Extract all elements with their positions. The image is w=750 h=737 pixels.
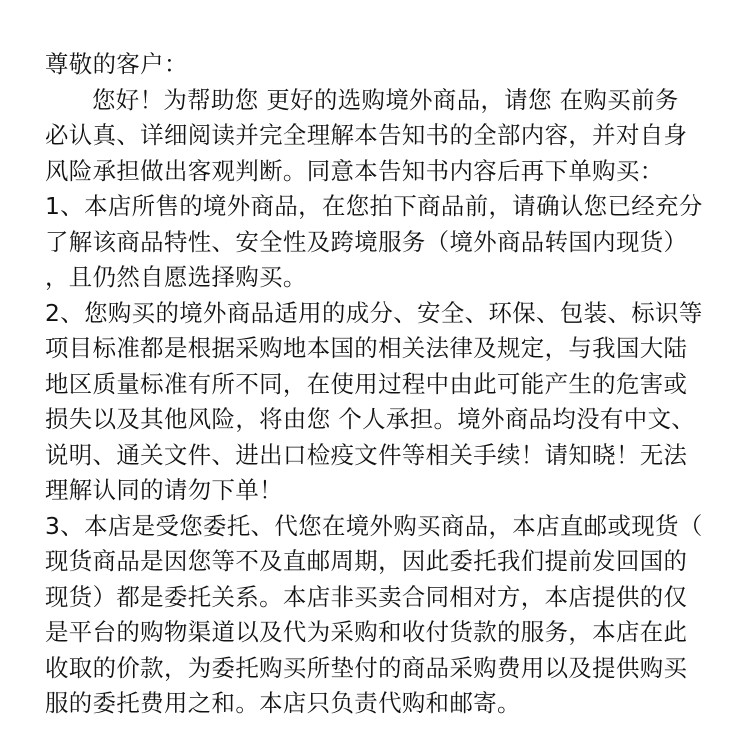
- customer-notice: [45, 47, 725, 722]
- notice-line: 尊敬的客户：: [45, 50, 188, 78]
- notice-line: 现货商品是因您等不及直邮周期，因此委托我们提前发回国的: [45, 547, 688, 575]
- notice-line: 项目标准都是根据采购地本国的相关法律及规定，与我国大陆: [45, 334, 688, 362]
- notice-line: 损失以及其他风险，将由您 个人承担。境外商品均没有中文、: [45, 405, 696, 433]
- notice-line: 2、您购买的境外商品适用的成分、安全、环保、包装、标识等: [45, 298, 703, 327]
- notice-line: 现货）都是委托关系。本店非买卖合同相对方，本店提供的仅: [45, 582, 688, 611]
- notice-line: 1、本店所售的境外商品，在您拍下商品前，请确认您已经充分: [45, 192, 703, 220]
- notice-line: 地区质量标准有所不同，在使用过程中由此可能产生的危害或: [45, 369, 688, 398]
- notice-line: 服的委托费用之和。本店只负责代购和邮寄。: [45, 689, 521, 717]
- notice-line: 说明、通关文件、进出口检疫文件等相关手续！请知晓！无法: [45, 440, 688, 469]
- notice-line: 是平台的购物渠道以及代为采购和收付货款的服务，本店在此: [45, 618, 688, 646]
- notice-line: 您好！为帮助您 更好的选购境外商品，请您 在购买前务: [45, 85, 679, 114]
- notice-line: ，且仍然自愿选择购买。: [45, 263, 307, 291]
- notice-line: 3、本店是受您委托、代您在境外购买商品，本店直邮或现货（: [45, 511, 703, 540]
- notice-line: 了解该商品特性、安全性及跨境服务（境外商品转国内现货）: [45, 227, 688, 256]
- notice-line: 必认真、详细阅读并完全理解本告知书的全部内容，并对自身: [45, 121, 688, 149]
- notice-line: 风险承担做出客观判断。同意本告知书内容后再下单购买：: [45, 156, 664, 185]
- notice-line: 理解认同的请勿下单！: [45, 476, 283, 504]
- notice-line: 收取的价款，为委托购买所垫付的商品采购费用以及提供购买: [45, 653, 688, 682]
